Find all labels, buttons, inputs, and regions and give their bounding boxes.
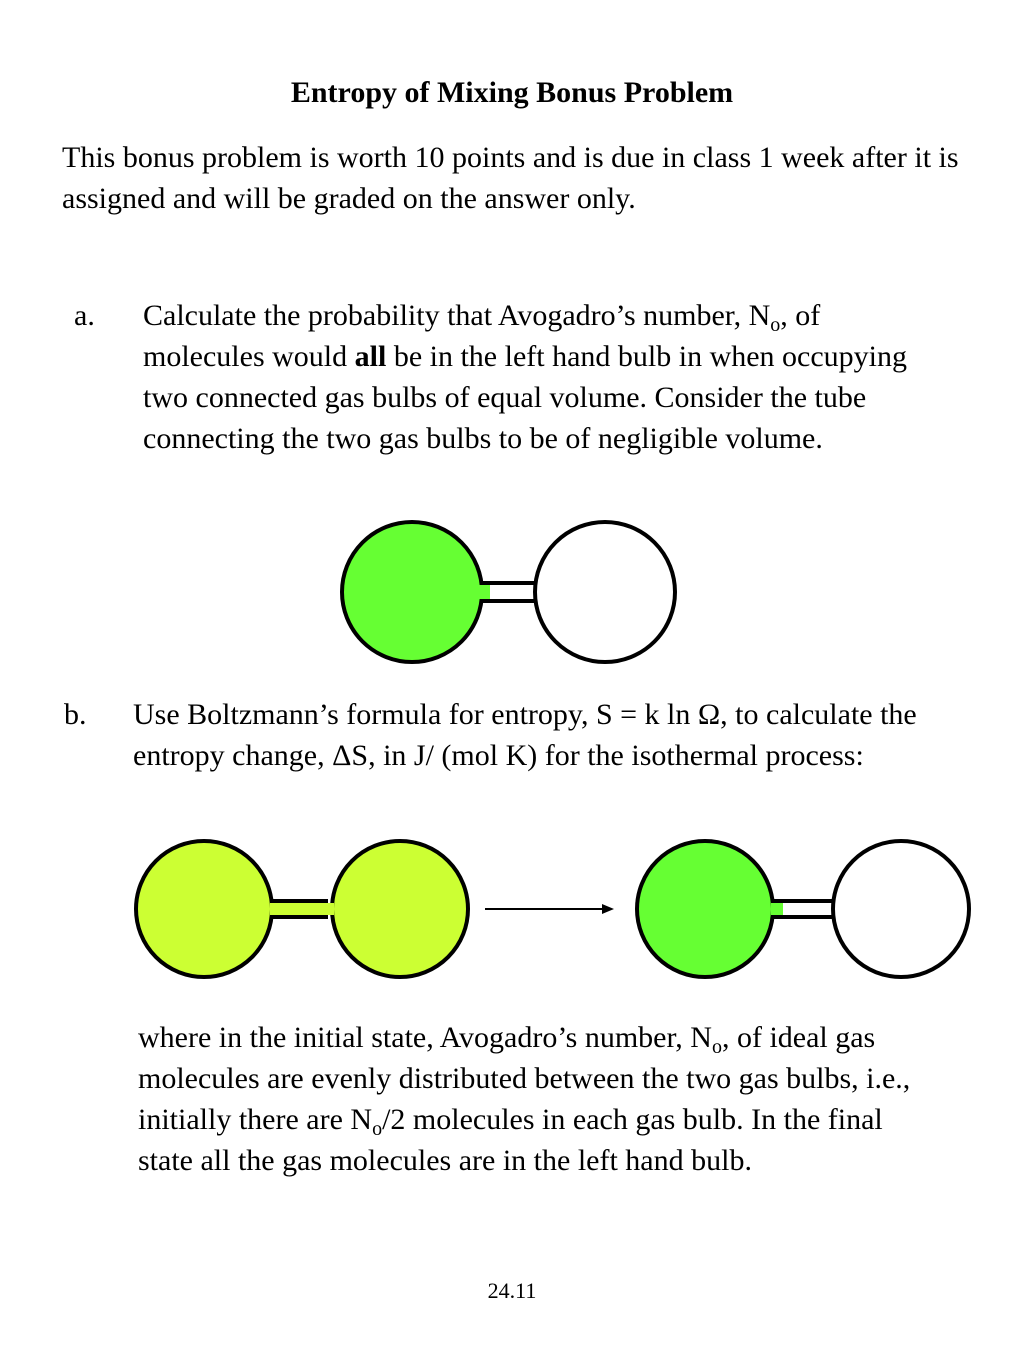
page-number: 24.11 — [487, 1278, 537, 1303]
initial-state — [136, 841, 468, 977]
part-b-marker: b. — [64, 698, 87, 731]
right-bulb-empty — [535, 522, 675, 662]
part-a-marker: a. — [74, 299, 95, 332]
final-left-bulb-full — [637, 841, 773, 977]
bulbs-figure-b — [128, 835, 988, 985]
final-right-bulb-empty — [833, 841, 969, 977]
left-bulb-full — [342, 522, 482, 662]
part-a-bold: all — [354, 340, 387, 373]
explanation-sub-2: o — [372, 1118, 383, 1140]
part-a-text-3: be in the left hand bulb in when occupying two connected gas bulbs of equal volume. Consider the tube connecting the two gas bulbs to be of negligible volume. — [143, 340, 908, 455]
explanation-text-2: , of ideal gas molecules are evenly distributed between the two gas bulbs, i.e., initially there are N — [138, 1021, 911, 1136]
initial-right-bulb — [332, 841, 468, 977]
part-b-text: Use Boltzmann’s formula for entropy, S = k ln Ω, to calculate the entropy change, ΔS, in J/ (mol K) for the isothermal process: — [133, 698, 917, 772]
intro-paragraph: This bonus problem is worth 10 points and is due in class 1 week after it is assigned and will be graded on the answer only. — [62, 141, 959, 215]
process-arrow — [485, 904, 614, 914]
explanation-text-1: where in the initial state, Avogadro’s number, N — [138, 1021, 712, 1054]
initial-left-bulb — [136, 841, 272, 977]
part-a-text-1: Calculate the probability that Avogadro’s number, N — [143, 299, 771, 332]
final-state — [637, 841, 969, 977]
part-a-text — [143, 295, 943, 459]
part-a-sub: o — [770, 314, 781, 336]
bulbs-figure-a — [330, 515, 690, 675]
explanation-text-3: /2 molecules in each gas bulb. In the final state all the gas molecules are in the left hand bulb. — [138, 1103, 883, 1177]
part-a-text-2: , of molecules would — [143, 299, 821, 373]
page-title: Entropy of Mixing Bonus Problem — [290, 76, 734, 109]
explanation-sub-1: o — [711, 1036, 722, 1058]
part-b-explanation — [138, 1017, 938, 1181]
